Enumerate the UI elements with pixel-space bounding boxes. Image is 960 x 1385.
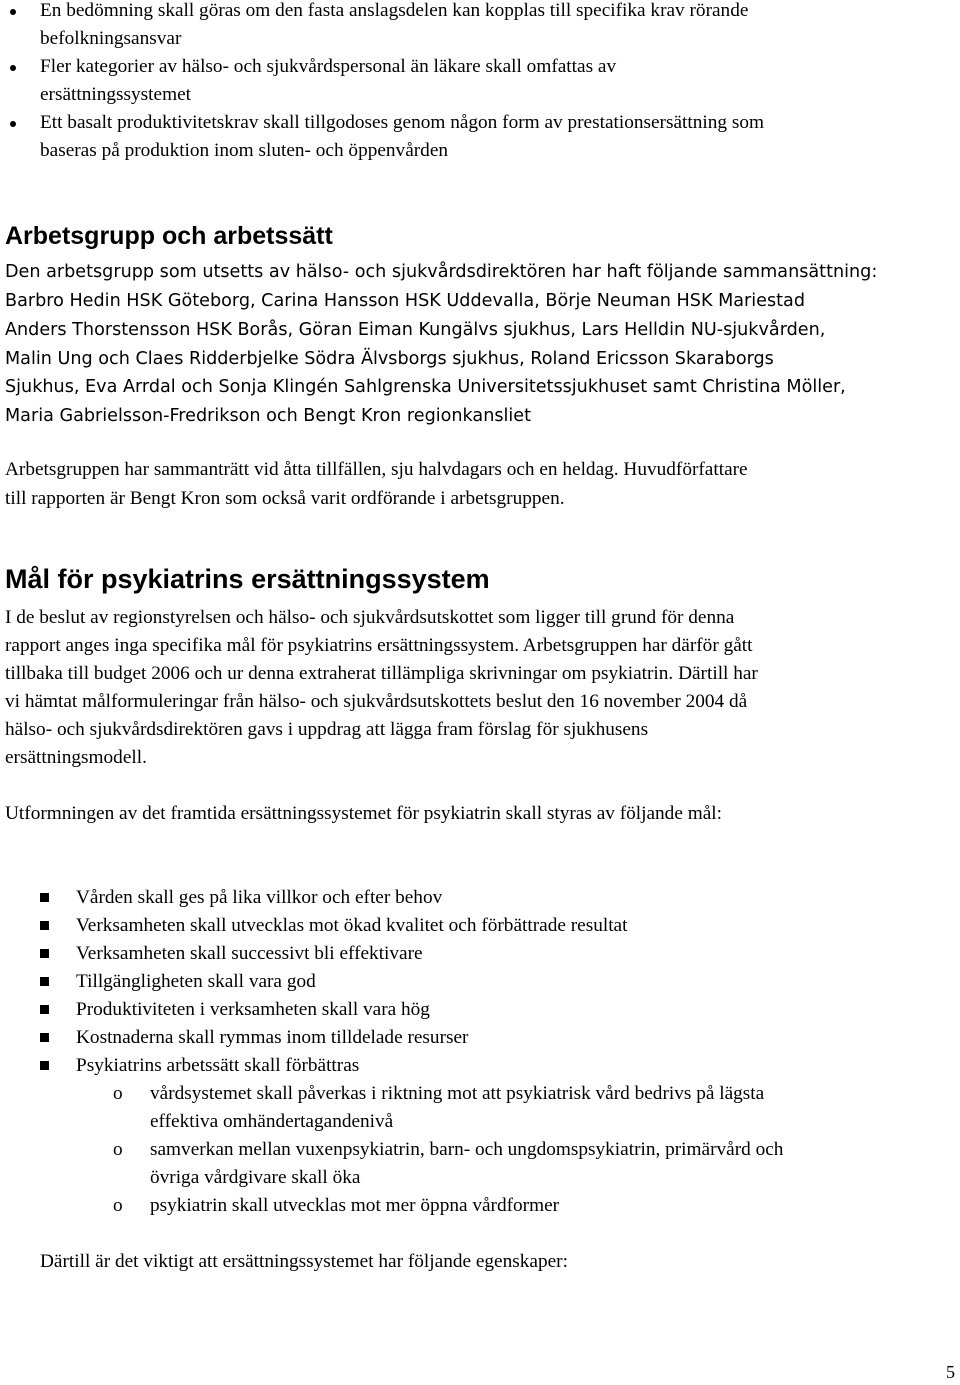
bullet-line: baseras på produktion inom sluten- och öppenvården xyxy=(40,140,449,161)
paragraph-line: tillbaka till budget 2006 och ur denna extraherat tillämpliga skrivningar om psykiatrin. Därtill har xyxy=(5,663,758,684)
sub-bullet-marker: o xyxy=(113,1195,123,1216)
subgoal-line: vårdsystemet skall påverkas i riktning mot att psykiatrisk vård bedrivs på lägsta xyxy=(150,1083,765,1104)
sub-bullet-marker: o xyxy=(113,1083,123,1104)
paragraph-line: rapport anges inga specifika mål för psykiatrins ersättningssystem. Arbetsgruppen har därför gått xyxy=(5,635,753,656)
section-heading-mal: Mål för psykiatrins ersättningssystem xyxy=(5,564,490,594)
paragraph-line: Utformningen av det framtida ersättningssystemet för psykiatrin skall styras av följande mål: xyxy=(5,803,722,824)
paragraph-line: till rapporten är Bengt Kron som också varit ordförande i arbetsgruppen. xyxy=(5,488,565,509)
subgoal-line: effektiva omhändertagandenivå xyxy=(150,1111,394,1132)
paragraph-line: Arbetsgruppen har sammanträtt vid åtta tillfällen, sju halvdagars och en heldag. Huvudförfattare xyxy=(5,459,748,480)
goal-item: Produktiviteten i verksamheten skall vara hög xyxy=(76,999,430,1020)
paragraph-line: Barbro Hedin HSK Göteborg, Carina Hansson HSK Uddevalla, Börje Neuman HSK Mariestad xyxy=(5,291,805,311)
square-bullet-icon xyxy=(40,893,49,902)
subgoal-line: psykiatrin skall utvecklas mot mer öppna vårdformer xyxy=(150,1195,560,1216)
bullet-dot-icon xyxy=(10,65,16,71)
goal-item: Verksamheten skall utvecklas mot ökad kvalitet och förbättrade resultat xyxy=(76,915,628,936)
bullet-line: ersättningssystemet xyxy=(40,84,192,105)
paragraph-line: Sjukhus, Eva Arrdal och Sonja Klingén Sahlgrenska Universitetssjukhuset samt Christina Möller, xyxy=(5,377,846,397)
square-bullet-icon xyxy=(40,949,49,958)
sub-bullet-marker: o xyxy=(113,1139,123,1160)
subgoal-line: övriga vårdgivare skall öka xyxy=(150,1167,361,1188)
paragraph-line: Den arbetsgrupp som utsetts av hälso- och sjukvårdsdirektören har haft följande sammansättning: xyxy=(5,262,878,282)
subgoal-line: samverkan mellan vuxenpsykiatrin, barn- och ungdomspsykiatrin, primärvård och xyxy=(150,1139,784,1160)
paragraph-line: vi hämtat målformuleringar från hälso- och sjukvårdsutskottets beslut den 16 november 2004 då xyxy=(5,691,748,712)
paragraph-line: Anders Thorstensson HSK Borås, Göran Eiman Kungälvs sjukhus, Lars Helldin NU-sjukvården, xyxy=(5,320,826,340)
section-heading-arbetsgrupp: Arbetsgrupp och arbetssätt xyxy=(5,222,333,250)
goal-item: Vården skall ges på lika villkor och efter behov xyxy=(76,887,443,908)
bullet-line: En bedömning skall göras om den fasta anslagsdelen kan kopplas till specifika krav rörande xyxy=(40,0,749,21)
square-bullet-icon xyxy=(40,1033,49,1042)
bullet-dot-icon xyxy=(10,9,16,15)
paragraph-line: ersättningsmodell. xyxy=(5,747,147,768)
goal-item: Kostnaderna skall rymmas inom tilldelade resurser xyxy=(76,1027,469,1048)
page-number: 5 xyxy=(946,1362,955,1382)
goal-item: Tillgängligheten skall vara god xyxy=(76,971,316,992)
square-bullet-icon xyxy=(40,921,49,930)
bullet-dot-icon xyxy=(10,121,16,127)
bullet-line: Fler kategorier av hälso- och sjukvårdspersonal än läkare skall omfattas av xyxy=(40,56,617,77)
square-bullet-icon xyxy=(40,1005,49,1014)
paragraph-line: Malin Ung och Claes Ridderbjelke Södra Älvsborgs sjukhus, Roland Ericsson Skaraborgs xyxy=(5,349,774,369)
square-bullet-icon xyxy=(40,1061,49,1070)
paragraph-line: Maria Gabrielsson-Fredrikson och Bengt Kron regionkansliet xyxy=(5,406,532,426)
square-bullet-icon xyxy=(40,977,49,986)
goal-item: Verksamheten skall successivt bli effektivare xyxy=(76,943,423,964)
paragraph-line: hälso- och sjukvårdsdirektören gavs i uppdrag att lägga fram förslag för sjukhusens xyxy=(5,719,649,740)
closing-line: Därtill är det viktigt att ersättningssystemet har följande egenskaper: xyxy=(40,1251,568,1272)
goal-item: Psykiatrins arbetssätt skall förbättras xyxy=(76,1055,360,1076)
paragraph-line: I de beslut av regionstyrelsen och hälso- och sjukvårdsutskottet som ligger till grund för denna xyxy=(5,607,735,628)
bullet-line: befolkningsansvar xyxy=(40,28,182,49)
bullet-line: Ett basalt produktivitetskrav skall tillgodoses genom någon form av prestationsersättning som xyxy=(40,112,764,133)
